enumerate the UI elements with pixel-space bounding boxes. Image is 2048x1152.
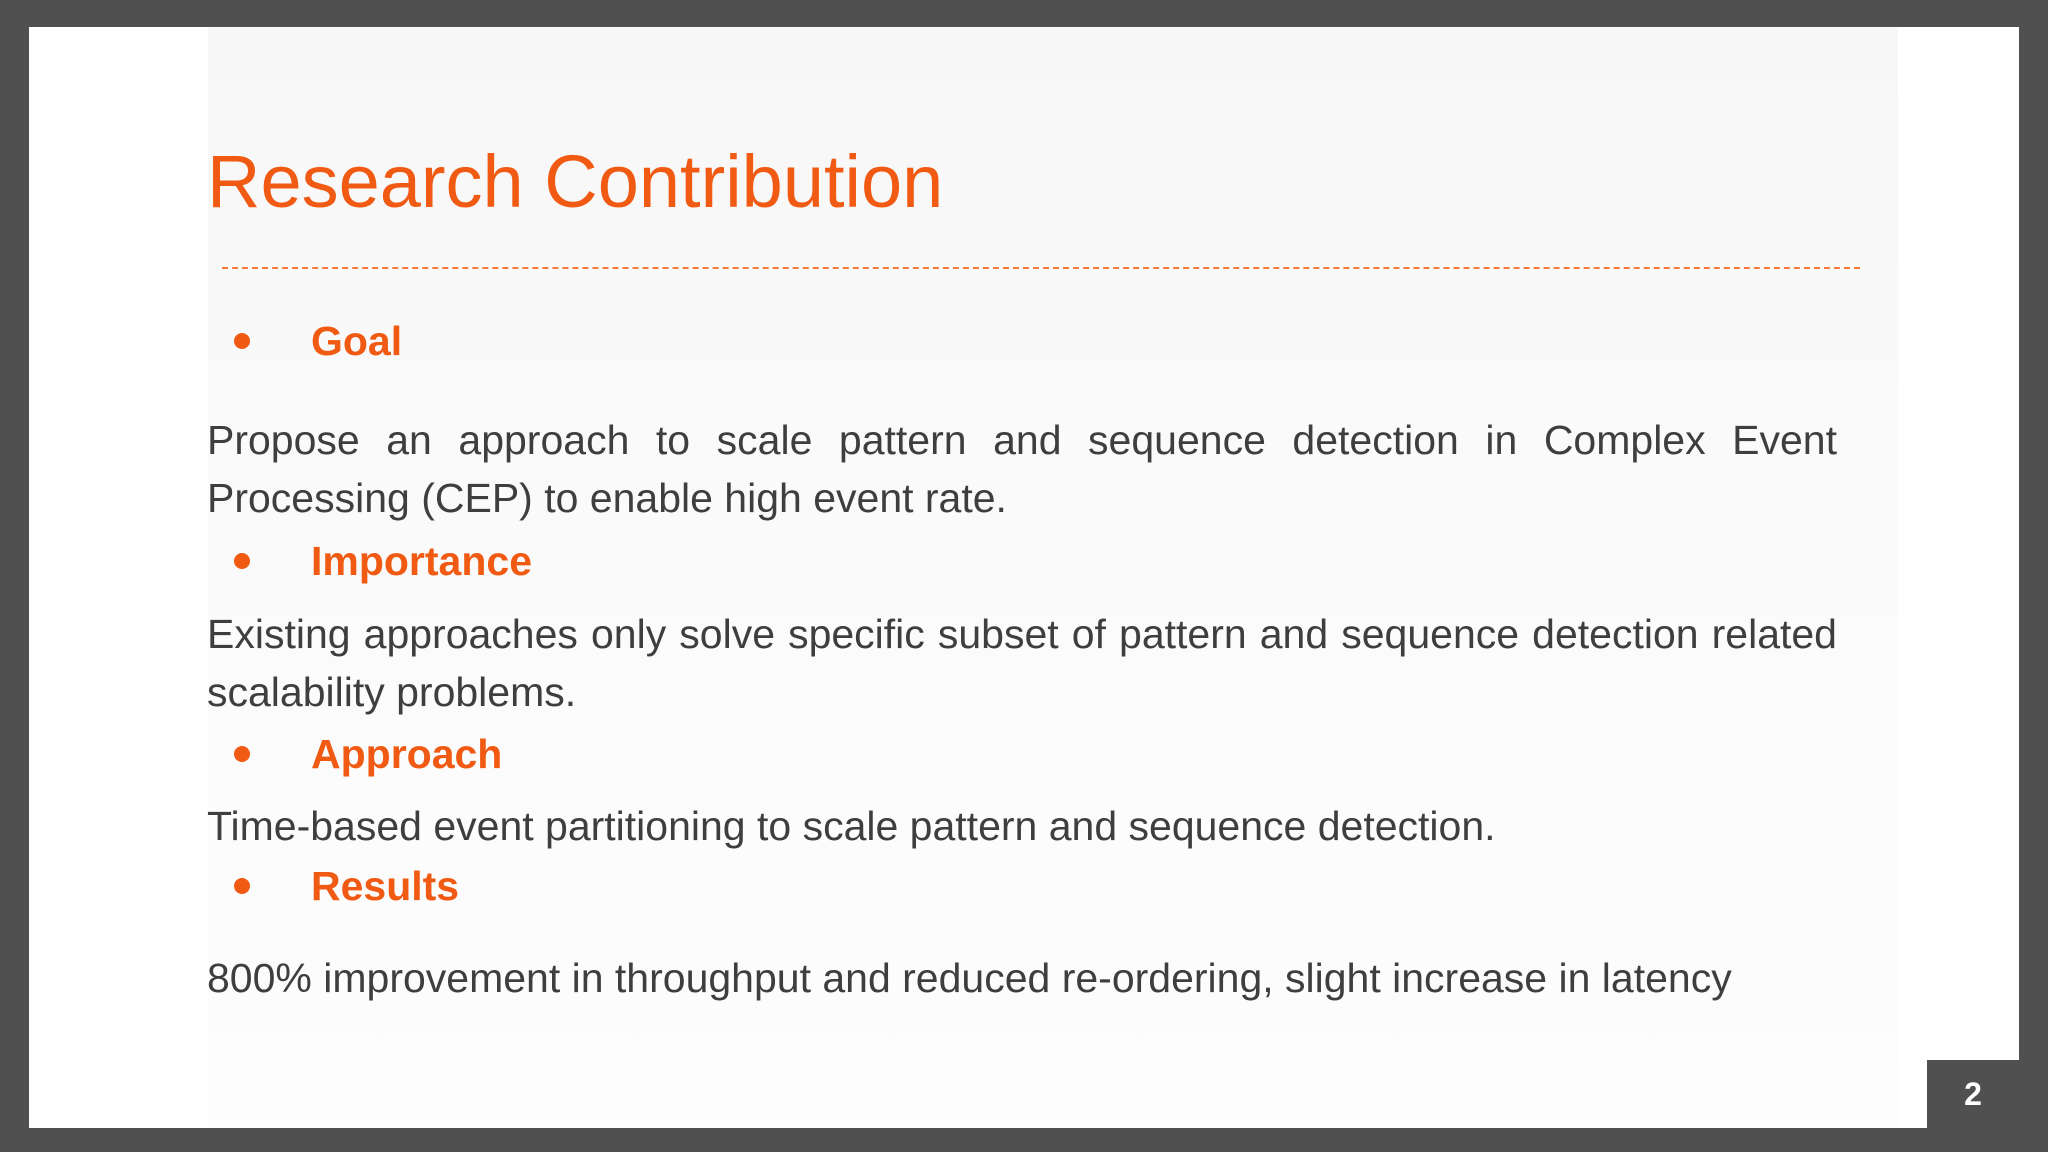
slide-title: Research Contribution — [207, 140, 944, 223]
page-number: 2 — [1964, 1075, 1982, 1112]
section-heading-label: Goal — [311, 317, 403, 364]
section-body-approach: Time-based event partitioning to scale pattern and sequence detection. — [207, 803, 1496, 849]
slide — [29, 27, 2019, 1128]
bullet-icon — [234, 333, 250, 349]
section-heading-importance — [234, 539, 532, 583]
section-heading-label: Results — [311, 862, 460, 909]
section-body-importance: Existing approaches only solve specific subset of pattern and sequence detection related scalability problems. — [207, 611, 1837, 715]
section-heading-label: Approach — [311, 730, 503, 777]
bullet-icon — [234, 746, 250, 762]
title-divider — [222, 267, 1860, 269]
section-body-goal: Propose an approach to scale pattern and sequence detection in Complex Event Processing (CEP) to enable high event rate. — [207, 417, 1837, 521]
bullet-icon — [234, 878, 250, 894]
page-number-badge — [1927, 1060, 2019, 1128]
section-heading-label: Importance — [311, 537, 532, 584]
section-heading-approach — [234, 732, 502, 776]
section-body-results: 800% improvement in throughput and reduced re-ordering, slight increase in latency — [207, 955, 1732, 1001]
section-heading-goal — [234, 319, 402, 363]
section-heading-results — [234, 864, 459, 908]
bullet-icon — [234, 553, 250, 569]
